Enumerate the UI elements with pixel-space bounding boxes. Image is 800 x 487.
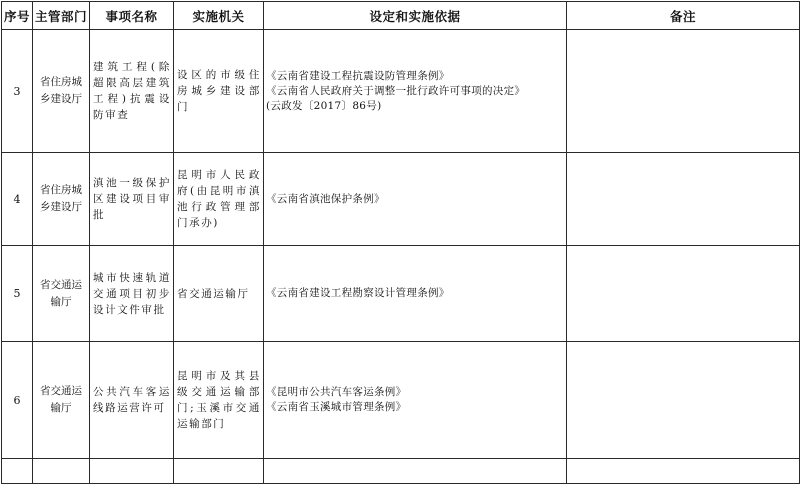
header-department: 主管部门	[33, 2, 90, 30]
row-agency: 昆明市人民政府(由昆明市滇池行政管理部门承办)	[174, 153, 264, 246]
table-row-partial	[2, 459, 800, 484]
header-notes: 备注	[567, 2, 800, 30]
row-department: 省住房城乡建设厅	[33, 153, 90, 246]
table-header-row	[2, 2, 800, 30]
basis-line: 《云南省建设工程勘察设计管理条例》	[266, 287, 450, 299]
row-agency: 省交通运输厅	[174, 246, 264, 342]
empty-cell	[567, 459, 800, 484]
row-department: 省住房城乡建设厅	[33, 30, 90, 153]
table-row	[2, 342, 800, 459]
header-item-name: 事项名称	[90, 2, 174, 30]
approval-items-table	[1, 1, 800, 484]
row-item-name: 公共汽车客运线路运营许可	[90, 342, 174, 459]
row-index: 4	[2, 153, 33, 246]
row-agency: 昆明市及其县级交通运输部门;玉溪市交通运输部门	[174, 342, 264, 459]
row-index: 6	[2, 342, 33, 459]
header-agency: 实施机关	[174, 2, 264, 30]
row-item-name: 城市快速轨道交通项目初步设计文件审批	[90, 246, 174, 342]
row-notes	[567, 30, 800, 153]
row-notes	[567, 153, 800, 246]
table-row	[2, 246, 800, 342]
basis-line: 《云南省滇池保护条例》	[266, 192, 385, 205]
table-row	[2, 30, 800, 153]
empty-cell	[90, 459, 174, 484]
row-index: 5	[2, 246, 33, 342]
basis-line: 《云南省建设工程抗震设防管理条例》	[266, 69, 450, 82]
basis-line: 《云南省玉溪城市管理条例》	[266, 401, 407, 413]
basis-line: (云政发〔2017〕86号)	[266, 99, 382, 112]
row-basis	[264, 30, 567, 153]
empty-cell	[264, 459, 567, 484]
row-item-name: 建筑工程(除超限高层建筑工程)抗震设防审查	[90, 30, 174, 153]
header-index: 序号	[2, 2, 33, 30]
row-agency: 设区的市级住房城乡建设部门	[174, 30, 264, 153]
row-item-name: 滇池一级保护区建设项目审批	[90, 153, 174, 246]
row-basis	[264, 246, 567, 342]
row-index: 3	[2, 30, 33, 153]
row-notes	[567, 342, 800, 459]
row-basis	[264, 153, 567, 246]
empty-cell	[2, 459, 33, 484]
row-basis	[264, 342, 567, 459]
basis-line: 《云南省人民政府关于调整一批行政许可事项的决定》	[266, 84, 526, 97]
basis-line: 《昆明市公共汽车客运条例》	[266, 386, 407, 398]
row-notes	[567, 246, 800, 342]
empty-cell	[33, 459, 90, 484]
empty-cell	[174, 459, 264, 484]
row-department: 省交通运输厅	[33, 342, 90, 459]
table-row	[2, 153, 800, 246]
header-basis: 设定和实施依据	[264, 2, 567, 30]
row-department: 省交通运输厅	[33, 246, 90, 342]
